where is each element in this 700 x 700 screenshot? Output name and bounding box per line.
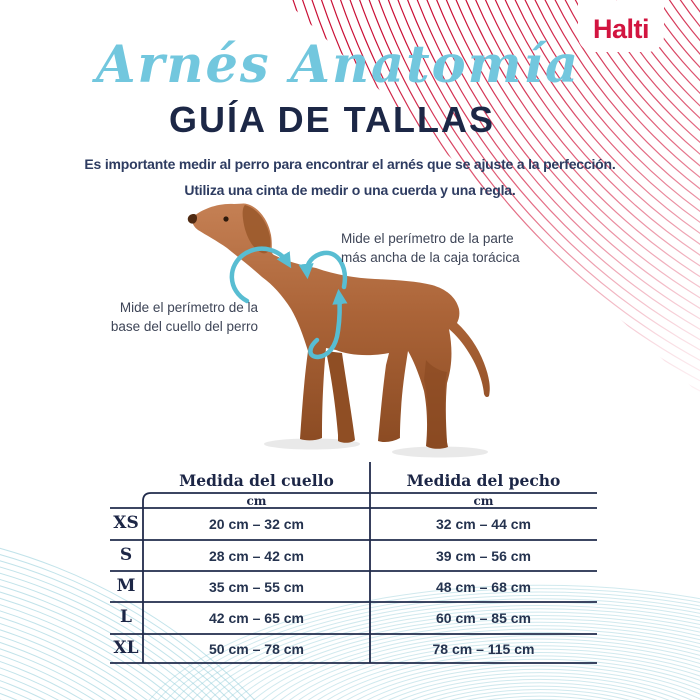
neck-measure-note: [38, 299, 258, 336]
chest-note-line-2: más ancha de la caja torácica: [341, 249, 520, 265]
neck-unit-label: cm: [246, 494, 267, 508]
chest-value-l: 60 cm – 85 cm: [436, 610, 531, 626]
chest-value-xs: 32 cm – 44 cm: [436, 516, 531, 532]
intro-line-2: Utiliza una cinta de medir o una cuerda y una regla.: [184, 182, 516, 198]
neck-value-xs: 20 cm – 32 cm: [209, 516, 304, 532]
chest-measure-note: [341, 230, 571, 267]
chest-value-m: 48 cm – 68 cm: [436, 578, 531, 595]
size-label-l: L: [120, 607, 132, 627]
chest-unit-label: cm: [473, 494, 494, 508]
intro-line-1: Es importante medir al perro para encontrar el arnés que se ajuste a la perfección.: [84, 156, 616, 172]
neck-column-header: Medida del cuello: [179, 471, 334, 490]
size-label-xs: XS: [113, 513, 139, 533]
neck-value-s: 28 cm – 42 cm: [209, 547, 304, 564]
chest-note-line-1: Mide el perímetro de la parte: [341, 231, 514, 246]
script-title: Arnés Anatomía: [95, 35, 581, 95]
chest-column-header: Medida del pecho: [406, 471, 561, 490]
halti-logo-text: Halti: [592, 14, 649, 44]
dog-eye: [223, 216, 228, 221]
logo-t-slash-icon: [614, 0, 626, 1]
size-label-xl: XL: [113, 637, 139, 658]
page-title: GUÍA DE TALLAS: [169, 99, 495, 140]
size-label-s: S: [119, 544, 133, 565]
neck-value-xl: 50 cm – 78 cm: [209, 640, 304, 657]
chest-value-xl: 78 cm – 115 cm: [432, 640, 535, 657]
size-label-m: M: [116, 575, 136, 596]
chest-value-s: 39 cm – 56 cm: [436, 547, 531, 564]
neck-note-line-1: Mide el perímetro de la: [119, 300, 258, 315]
neck-note-line-2: base del cuello del perro: [110, 318, 258, 334]
neck-value-m: 35 cm – 55 cm: [209, 578, 304, 595]
neck-value-l: 42 cm – 65 cm: [209, 610, 304, 626]
dog-far-front-leg: [326, 351, 355, 443]
